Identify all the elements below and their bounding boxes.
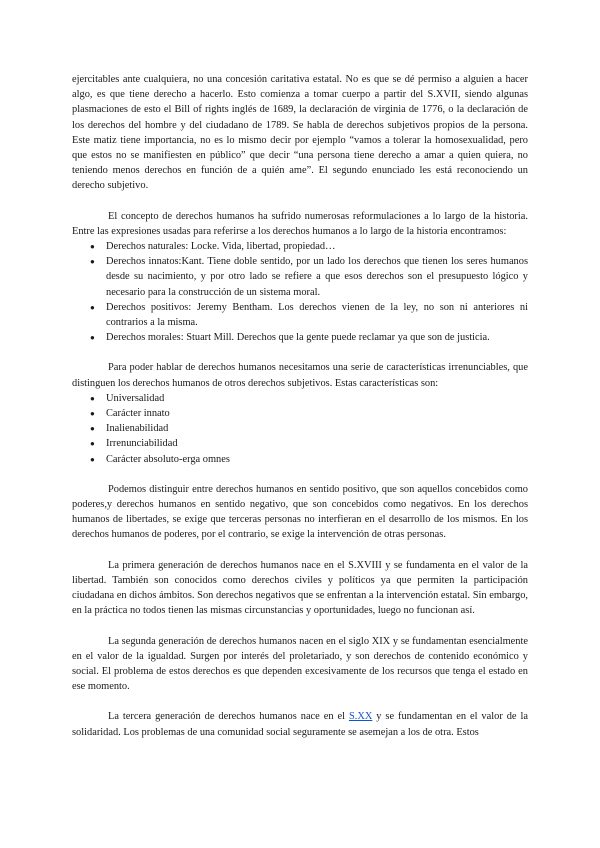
paragraph-third-generation: La tercera generación de derechos humanos nace en el S.XX y se fundamentan en el valor de la solidaridad. Los problemas de una comunidad social seguramente se asemejan a los de otra. Estos (72, 711, 528, 738)
paragraph-concept-history: El concepto de derechos humanos ha sufrido numerosas reformulaciones a lo largo de la historia. Entre las expresiones usadas para referirse a los derechos humanos a lo largo de la historia encontramos: (72, 210, 528, 237)
list-historical-expressions (72, 239, 528, 345)
bullet-icon: ● (90, 424, 95, 434)
list-item: ● Derechos innatos:Kant. Tiene doble sentido, por un lado los derechos que tienen los seres humanos desde su nacimiento, y por otro lado se refiere a que esos derechos son el presupuesto lógico y necesario para la construcción de un sistema moral. (90, 256, 528, 298)
link-sxx[interactable]: S.XX (348, 711, 373, 723)
paragraph-positive-negative: Podemos distinguir entre derechos humanos en sentido positivo, que son aquellos concebidos como poderes,y derechos humanos en sentido negativo, que son concebidos como negativos. En los derechos humanos de libertades, se exige que terceras personas no interfieran en el desarrollo de los mismos. En los derechos humanos de poderes, por el contrario, se exige la intervención de otras personas. (72, 483, 528, 541)
bullet-icon: ● (90, 333, 95, 343)
list-item: ● Derechos morales: Stuart Mill. Derechos que la gente puede reclamar ya que son de justicia. (90, 330, 528, 345)
bullet-icon: ● (90, 454, 95, 464)
bullet-icon: ● (90, 409, 95, 419)
bullet-icon: ● (90, 242, 95, 252)
bullet-icon: ● (90, 257, 95, 267)
paragraph-second-generation: La segunda generación de derechos humanos nacen en el siglo XIX y se fundamentan esencialmente en el valor de la igualdad. Surgen por interés del proletariado, y son derechos de contenido económico y social. El problema de estos derechos es que dependen excesivamente de los recursos que tenga el estado en ese momento. (72, 635, 528, 693)
list-item: ● Derechos naturales: Locke. Vida, libertad, propiedad… (90, 239, 528, 254)
bullet-icon: ● (90, 439, 95, 449)
list-item: ● Derechos positivos: Jeremy Bentham. Los derechos vienen de la ley, no son ni anteriores ni contrarios a la misma. (90, 301, 528, 329)
bullet-icon: ● (90, 302, 95, 312)
list-item: ● Carácter absoluto-erga omnes (90, 452, 528, 467)
paragraph-characteristics: Para poder hablar de derechos humanos necesitamos una serie de características irrenunciables, que distinguen los derechos humanos de otros derechos subjetivos. Estas características son: (72, 362, 528, 389)
paragraph-subjective-rights: ejercitables ante cualquiera, no una concesión caritativa estatal. No es que se dé permiso a alguien a hacer algo, es que tiene derecho a hacerlo. Esto comienza a tomar cuerpo a partir del S.XVII, siendo algunas plasmaciones de esto el Bill of rights inglés de 1689, la declaración de virginia de 1776, o la declaración de los derechos del hombre y del ciudadano de 1789. Se habla de derechos subjetivos propios de la persona. Este matiz tiene importancia, no es lo mismo decir por ejemplo “vamos a tolerar la homosexualidad, pero que estos no se manifiesten en público” que decir “una persona tiene derecho a amar a quien quiera, no teniendo menos derechos en función de a quién ame”. El segundo enunciado les está reconociendo un derecho subjetivo. (72, 74, 528, 192)
list-characteristics (72, 391, 528, 467)
paragraph-first-generation: La primera generación de derechos humanos nace en el S.XVIII y se fundamenta en el valor de la libertad. También son conocidos como derechos civiles y políticos ya que permiten la participación ciudadana en dichos ámbitos. Son derechos negativos que se enfrentan a la intervención estatal. Sin embargo, en la práctica no todos tienen las mismas circunstancias y oportunidades, luego no funcionan así. (72, 559, 528, 617)
list-item: ● Universalidad (90, 391, 528, 406)
list-item: ● Irrenunciabilidad (90, 436, 528, 451)
list-item: ● Inalienabilidad (90, 421, 528, 436)
list-item: ● Carácter innato (90, 406, 528, 421)
bullet-icon: ● (90, 393, 95, 403)
